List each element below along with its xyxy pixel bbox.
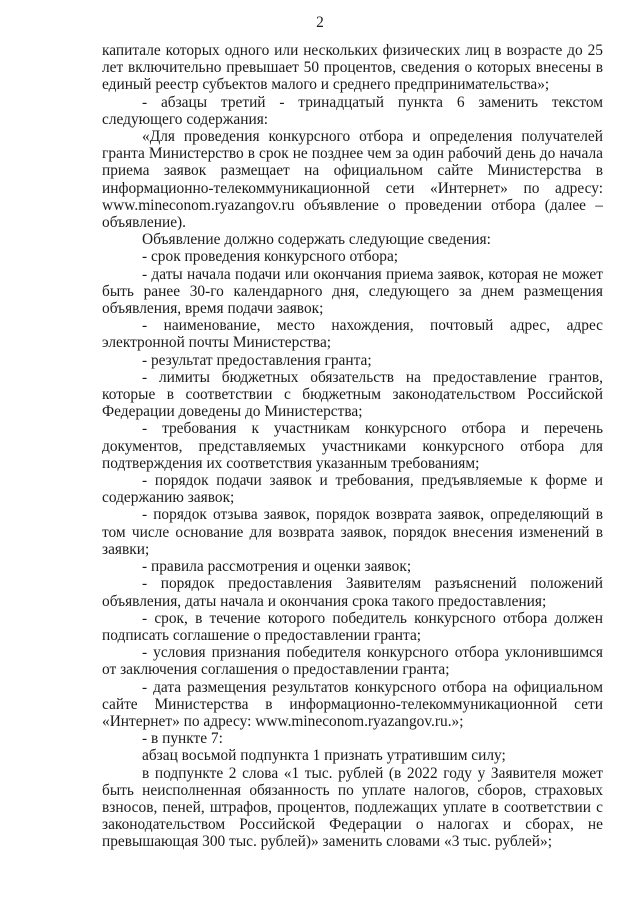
paragraph: - срок проведения конкурсного отбора;: [142, 248, 399, 266]
document-body: [102, 42, 603, 851]
paragraph: - абзацы третий - тринадцатый пункта 6 заменить текстом следующего содержания:: [102, 93, 603, 128]
paragraph: абзац восьмой подпункта 1 признать утратившим силу;: [142, 747, 506, 765]
paragraph: - наименование, место нахождения, почтовый адрес, адрес электронной почты Министерства;: [102, 317, 603, 352]
paragraph: - дата размещения результатов конкурсного отбора на официальном сайте Министерства в информационно-телекоммуникационной сети «Интернет» по адресу: www.mineconom.ryazangov.ru.»;: [102, 678, 603, 730]
paragraph: капитале которых одного или нескольких физических лиц в возрасте до 25 лет включительно превышает 50 процентов, сведения о которых внесены в единый реестр субъектов малого и среднего предпринимательства»;: [102, 42, 603, 94]
paragraph: - порядок подачи заявок и требования, предъявляемые к форме и содержанию заявок;: [102, 472, 603, 507]
paragraph: - порядок предоставления Заявителям разъяснений положений объявления, даты начала и окончания срока такого предоставления;: [102, 575, 603, 610]
paragraph: - требования к участникам конкурсного отбора и перечень документов, представляемых участниками конкурсного отбора для подтверждения их соответствия указанным требованиям;: [102, 420, 603, 472]
page-number: 2: [316, 14, 324, 31]
paragraph: - условия признания победителя конкурсного отбора уклонившимся от заключения соглашения о предоставлении гранта;: [102, 644, 603, 679]
paragraph: - в пункте 7:: [142, 730, 223, 748]
paragraph: - лимиты бюджетных обязательств на предоставление грантов, которые в соответствии с бюджетным законодательством Российской Федерации доведены до Министерства;: [102, 368, 603, 421]
paragraph: «Для проведения конкурсного отбора и определения получателей гранта Министерство в срок не позднее чем за один рабочий день до начала приема заявок размещает на официальном сайте Министерства в информационно-телекоммуникационной сети «Интернет» по адресу: www.mineconom.ryazangov.ru объявление о проведении отбора (далее – объявление).: [102, 128, 603, 232]
paragraph: - результат предоставления гранта;: [142, 351, 372, 369]
paragraph: - даты начала подачи или окончания приема заявок, которая не может быть ранее 30-го календарного дня, следующего за днем размещения объявления, время подачи заявок;: [102, 265, 603, 318]
paragraph: - правила рассмотрения и оценки заявок;: [142, 558, 412, 576]
paragraph: Объявление должно содержать следующие сведения:: [142, 231, 491, 249]
paragraph: - срок, в течение которого победитель конкурсного отбора должен подписать соглашение о предоставлении гранта;: [102, 609, 603, 644]
paragraph: - порядок отзыва заявок, порядок возврата заявок, определяющий в том числе основание для возврата заявок, порядок внесения изменений в заявки;: [102, 506, 603, 558]
paragraph: в подпункте 2 слова «1 тыс. рублей (в 2022 году у Заявителя может быть неисполненная обязанность по уплате налогов, сборов, страховых взносов, пеней, штрафов, процентов, подлежащих уплате в соответствии с законодательством Российской Федерации о налогах и сборах, не превышающая 300 тыс. рублей)» заменить словами «3 тыс. рублей»;: [102, 764, 603, 851]
